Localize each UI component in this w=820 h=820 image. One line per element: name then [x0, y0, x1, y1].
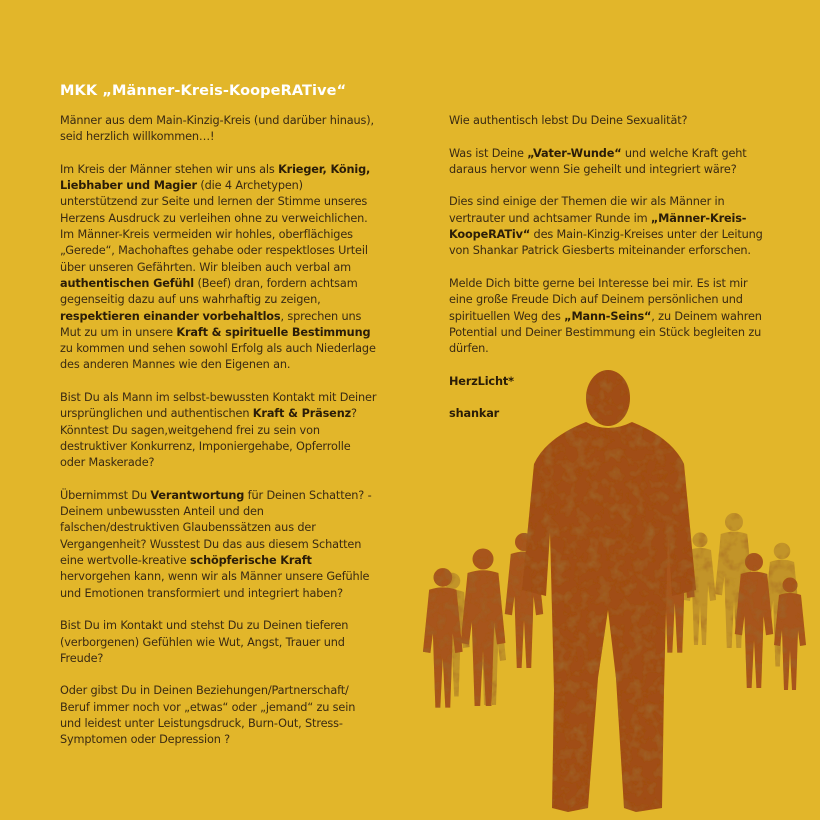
body-text: (die 4 Archetypen) unterstützend zur Seite und lernen der Stimme unseres Herzens Ausdruck zu verleihen ohne zu verweichlichen. Im Männer-Kreis vermeiden wir hohles, oberflächiges „Gerede“, Machohaftes gehabe oder respektloses Urteil über unseren Gefährten. Wir bleiben auch verbal am: [60, 179, 368, 274]
body-text: , sprechen uns Mut zu um in unsere: [60, 309, 362, 339]
body-text: des Main-Kinzig-Kreises unter der Leitung von Shankar Patrick Giesberts miteinander erforschen.: [449, 228, 763, 258]
emphasis-text: Kraft & Präsenz: [252, 407, 352, 421]
emphasis-text: authentischen Gefühl: [60, 276, 194, 290]
paragraph: [449, 194, 767, 259]
body-text: Im Kreis der Männer stehen wir uns als: [60, 162, 279, 176]
page-title: MKK „Männer-Kreis-KoopeRATive“: [60, 83, 347, 99]
body-text: Melde Dich bitte gerne bei Interesse bei mir. Es ist mir eine große Freude Dich auf Deinem persönlichen und spirituellen Weg des: [449, 276, 748, 323]
emphasis-text: „Mann-Seins“: [564, 309, 652, 323]
paragraph: [60, 488, 378, 602]
body-text: Bist Du im Kontakt und stehst Du zu Deinen tieferen (verborgenen) Gefühlen wie Wut, Angst, Trauer und Freude?: [60, 619, 349, 665]
body-text: Bist Du als Mann im selbst-bewussten Kontakt mit Deiner ursprünglichen und authentischen: [60, 391, 377, 421]
body-text: (Beef) dran, fordern achtsam gegenseitig dazu auf uns wahrhaftig zu zeigen,: [60, 276, 358, 307]
emphasis-text: „Vater-Wunde“: [527, 146, 622, 160]
emphasis-text: schöpferische Kraft: [189, 554, 312, 568]
body-text: für Deinen Schatten? - Deinem unbewussten Anteil und den falschen/destruktiven Glaubenssätzen aus der Vergangenheit? Wusstest Du das aus diesem Schatten eine wertvolle-kreative: [60, 488, 372, 568]
body-text: Wie authentisch lebst Du Deine Sexualität?: [449, 114, 688, 127]
paragraph: [449, 276, 767, 357]
emphasis-text: „Männer-Kreis-KoopeRATiv“: [449, 211, 747, 242]
emphasis-text: Krieger, König, Liebhaber und Magier: [60, 162, 371, 193]
body-text: Was ist Deine: [449, 146, 528, 160]
body-text: ? Könntest Du sagen,weitgehend frei zu sein von destruktiver Konkurrenz, Imponiergehabe, Opferrolle oder Maskerade?: [60, 407, 357, 470]
signature-name: shankar: [449, 407, 500, 421]
body-text: Übernimmst Du: [60, 488, 151, 502]
body-text: Oder gibst Du in Deinen Beziehungen/Partnerschaft/ Beruf immer noch vor „etwas“ oder „jemand“ zu sein und leidest unter Leistungsdruck, Burn-Out, Stress-Symptomen oder Depression ?: [60, 684, 356, 747]
left-text-column: [60, 113, 378, 765]
crowd-silhouette-illustration: [410, 360, 820, 820]
paragraph: [60, 618, 378, 667]
body-text: Männer aus dem Main-Kinzig-Kreis (und darüber hinaus), seid herzlich willkommen…!: [60, 114, 374, 144]
emphasis-text: Kraft & spirituelle Bestimmung: [176, 325, 371, 339]
paragraph-list: [449, 113, 767, 357]
emphasis-text: Verantwortung: [150, 488, 245, 502]
paragraph: [449, 146, 767, 179]
signature-greeting: HerzLicht*: [449, 374, 514, 388]
body-text: hervorgehen kann, wenn wir als Männer unsere Gefühle und Emotionen transformiert und integriert haben?: [60, 570, 370, 600]
body-text: zu kommen und sehen sowohl Erfolg als auch Niederlage des anderen Mannes wie den Eigenen an.: [60, 342, 376, 372]
body-text: , zu Deinem wahren Potential und Deiner Bestimmung ein Stück begleiten zu dürfen.: [449, 309, 762, 356]
paragraph: [60, 113, 378, 146]
body-text: Dies sind einige der Themen die wir als Männer in vertrauter und achtsamer Runde im: [449, 195, 725, 225]
paragraph: [60, 683, 378, 748]
paragraph: [60, 390, 378, 471]
body-text: und welche Kraft geht daraus hervor wenn Sie geheilt und integriert wäre?: [449, 146, 747, 176]
paragraph: [60, 162, 378, 374]
emphasis-text: respektieren einander vorbehaltlos: [60, 309, 281, 323]
paragraph: [449, 113, 767, 129]
